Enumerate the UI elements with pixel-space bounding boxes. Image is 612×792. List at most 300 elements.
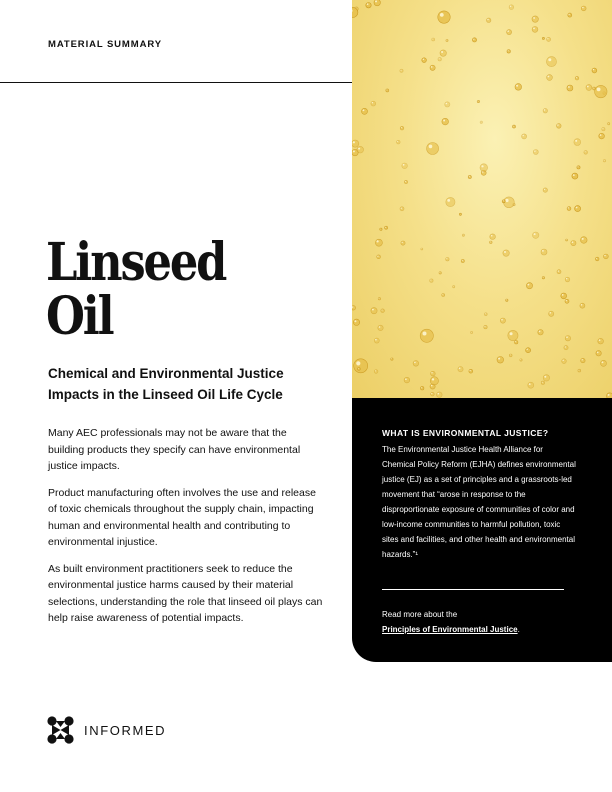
bubble (453, 286, 455, 288)
bubble (490, 234, 496, 240)
ej-callout-box (352, 398, 612, 662)
bubble-highlight (576, 77, 577, 78)
bubble (404, 377, 410, 383)
body-copy (48, 425, 323, 637)
bubble-highlight (582, 7, 583, 8)
bubble-highlight (375, 339, 377, 341)
bubble-highlight (510, 355, 511, 356)
bubble (490, 241, 493, 244)
bubble-highlight (523, 135, 524, 136)
bubble-highlight (587, 86, 589, 88)
bubble (461, 259, 464, 262)
bubble-highlight (569, 14, 570, 15)
ej-link-line (382, 622, 520, 637)
bubble (400, 69, 403, 72)
bubble-highlight (354, 320, 356, 322)
bubble (608, 123, 610, 125)
bubble-highlight (431, 66, 433, 68)
bubble-highlight (386, 90, 387, 91)
bubble (541, 381, 544, 384)
bubble (503, 250, 509, 256)
bubble-highlight (566, 239, 567, 240)
bubble (526, 348, 531, 353)
principles-link[interactable]: Principles of Environmental Justice (382, 625, 518, 634)
bubble-highlight (405, 181, 406, 182)
bubble (557, 124, 562, 129)
link-suffix: . (517, 625, 520, 634)
bubble (513, 125, 516, 128)
bubble (427, 143, 439, 155)
bubble (430, 65, 435, 70)
bubble (506, 299, 508, 301)
bubble (500, 318, 505, 323)
bubble (507, 30, 512, 35)
bubble (430, 377, 438, 385)
bubble (397, 140, 401, 144)
bubble (580, 303, 585, 308)
bubble (437, 392, 443, 398)
bubble (386, 89, 389, 92)
bubble-highlight (510, 6, 511, 7)
bubble-highlight (498, 358, 500, 360)
bubble (420, 329, 433, 342)
bubble-highlight (439, 58, 440, 59)
bubble-highlight (527, 349, 528, 350)
bubble (432, 38, 435, 41)
bubble (402, 163, 408, 169)
bubble (542, 277, 544, 279)
bubble-highlight (459, 368, 461, 370)
body-paragraph: Many AEC professionals may not be aware that the building products they specify can have environmental justice impacts. (48, 427, 301, 472)
bubble-highlight (382, 310, 383, 311)
bubble (593, 87, 596, 90)
bubble (598, 338, 604, 344)
bubble-highlight (566, 278, 567, 279)
bubble (472, 38, 476, 42)
bubble (507, 50, 510, 53)
bubble-highlight (469, 176, 470, 177)
bubble-highlight (375, 0, 377, 2)
bubble (469, 369, 473, 373)
bubble (595, 85, 607, 97)
bubble-highlight (510, 332, 513, 335)
bubble (584, 151, 588, 155)
bubble (430, 279, 433, 282)
bubble (565, 336, 570, 341)
bubble-highlight (471, 332, 472, 333)
bubble (547, 75, 553, 81)
bubble (468, 175, 471, 178)
bubble (542, 37, 544, 39)
bubble-highlight (504, 251, 506, 253)
bubble (413, 361, 419, 367)
ej-heading: WHAT IS ENVIRONMENTAL JUSTICE? (382, 428, 549, 438)
bubble-highlight (401, 208, 402, 209)
bubble (358, 368, 361, 371)
bubble-highlight (423, 332, 427, 336)
bubble (565, 299, 569, 303)
bubble-highlight (442, 294, 443, 295)
bubble-highlight (572, 241, 574, 243)
bubble-highlight (446, 40, 447, 41)
bubble-highlight (562, 294, 564, 296)
bubble (421, 387, 424, 390)
bubble-highlight (600, 134, 602, 136)
bubble-highlight (506, 299, 507, 300)
bubble-highlight (528, 284, 530, 286)
bubble (564, 346, 568, 350)
bubble (592, 68, 597, 73)
bubble (562, 359, 567, 364)
bubble (440, 50, 446, 56)
bubble-highlight (485, 313, 486, 314)
bubble-highlight (566, 300, 567, 301)
bubble (374, 0, 380, 6)
bubble-highlight (542, 250, 544, 252)
body-paragraph: Product manufacturing often involves the use and release of toxic chemicals throughout the supply chain, impacting human and environmental health and contributing to environmental injustice. (48, 486, 316, 548)
bubble-highlight (544, 109, 545, 110)
bubble (557, 270, 561, 274)
bubble (578, 369, 581, 372)
bubble-highlight (543, 277, 544, 278)
bubble (567, 85, 573, 91)
bubble (446, 197, 455, 206)
bubble (477, 100, 479, 102)
bubble-highlight (503, 200, 504, 201)
bubble (561, 293, 567, 299)
title-line-1: Linseed (46, 232, 226, 293)
bubble-highlight (478, 101, 479, 102)
bubble-highlight (484, 326, 485, 327)
bubble-highlight (460, 214, 461, 215)
bubble (595, 257, 599, 261)
bubble-highlight (515, 341, 516, 342)
bubble-highlight (576, 207, 578, 209)
bubble-highlight (608, 394, 610, 396)
bubble-highlight (446, 103, 448, 105)
bubble (484, 313, 487, 316)
bubble (601, 360, 607, 366)
bubble-highlight (543, 38, 544, 39)
top-rule (0, 82, 352, 83)
bubble-highlight (372, 102, 373, 103)
bubble (581, 6, 586, 11)
bubble-highlight (507, 30, 509, 32)
bubble (366, 2, 371, 7)
bubble-highlight (353, 150, 355, 152)
bubble-highlight (432, 378, 434, 380)
bubble (459, 213, 461, 215)
bubble-highlight (575, 140, 577, 142)
bubble (422, 58, 427, 63)
bubble-highlight (593, 88, 594, 89)
bubble-highlight (596, 258, 597, 259)
bubble-highlight (431, 393, 432, 394)
bubble-highlight (593, 69, 594, 70)
oil-bubbles-photo (352, 0, 612, 398)
bubble (538, 330, 543, 335)
bubble (528, 382, 534, 388)
bubble (581, 237, 588, 244)
bubble (575, 76, 579, 80)
bubble (502, 200, 505, 203)
bubble-highlight (481, 165, 483, 167)
bubble-highlight (470, 370, 471, 371)
bubble (445, 102, 450, 107)
ej-read-more: Read more about the (382, 610, 458, 619)
bubble (547, 37, 551, 41)
bubble-highlight (491, 235, 493, 237)
bubble (353, 319, 359, 325)
bubble-highlight (441, 51, 443, 53)
bubble-highlight (604, 255, 605, 256)
bubble-highlight (379, 298, 380, 299)
bubble-highlight (372, 309, 374, 311)
bubble-highlight (544, 376, 546, 378)
bubble (446, 258, 449, 261)
bubble (374, 338, 379, 343)
ej-divider (382, 589, 564, 590)
bubble-highlight (429, 145, 433, 149)
bubble (568, 13, 572, 17)
bubble (575, 206, 581, 212)
bubble-highlight (431, 372, 432, 373)
bubble (385, 226, 388, 229)
bubble-highlight (358, 148, 360, 150)
bubble-highlight (547, 38, 548, 39)
bubble (471, 331, 473, 333)
bubble-highlight (544, 189, 545, 190)
bubble (543, 375, 549, 381)
bubble-highlight (440, 13, 444, 17)
bubble-highlight (391, 358, 392, 359)
bubble (487, 18, 491, 22)
bubble-highlight (578, 370, 579, 371)
bubble (509, 5, 514, 10)
bubble-highlight (529, 383, 531, 385)
bubble-highlight (380, 229, 381, 230)
bubble-highlight (558, 271, 559, 272)
bubble (566, 239, 568, 241)
bubble-highlight (401, 127, 402, 128)
bubble-highlight (443, 120, 445, 122)
bubble (446, 39, 448, 41)
bubble (532, 16, 538, 22)
bubble-highlight (534, 233, 536, 235)
bubble (442, 294, 445, 297)
bubble-highlight (539, 331, 541, 333)
bubble (371, 308, 377, 314)
bubble-highlight (402, 242, 403, 243)
bubble (431, 371, 436, 376)
bubble (586, 85, 592, 91)
bubble-highlight (473, 39, 474, 40)
bubble (603, 160, 605, 162)
bubble-highlight (533, 17, 535, 19)
bubble-highlight (568, 207, 569, 208)
bubble (604, 254, 609, 259)
bubble-highlight (550, 312, 552, 314)
bubble (522, 134, 527, 139)
bubble (515, 84, 522, 91)
bubble (602, 128, 605, 131)
bubble (400, 207, 404, 211)
bubble-highlight (463, 235, 464, 236)
bubble-highlight (438, 393, 440, 395)
bubble (541, 249, 547, 255)
bubble (581, 358, 585, 362)
bubble-highlight (453, 286, 454, 287)
bubble (565, 277, 570, 282)
bubble-highlight (462, 260, 463, 261)
bubbles-image (352, 0, 612, 398)
bubble (572, 173, 578, 179)
bubble (497, 357, 504, 364)
informed-logo-icon (47, 716, 74, 744)
bubble-highlight (423, 59, 424, 60)
bubble (439, 272, 441, 274)
bubble-highlight (439, 272, 440, 273)
bubble (596, 351, 601, 356)
bubble-highlight (375, 370, 376, 371)
bubble-highlight (581, 304, 583, 306)
bubble (532, 27, 538, 33)
bubble-highlight (430, 280, 431, 281)
bubble-highlight (377, 256, 378, 257)
subtitle: Chemical and Environmental Justice Impacts in the Linseed Oil Life Cycle (48, 366, 284, 402)
bubble (480, 121, 482, 123)
bubble (567, 207, 571, 211)
bubble-highlight (566, 336, 568, 338)
bubble-highlight (608, 123, 609, 124)
bubble-highlight (585, 151, 586, 152)
bubble (438, 11, 450, 23)
bubble-highlight (548, 58, 551, 61)
bubble-highlight (432, 39, 433, 40)
title-line-2: Oil (46, 286, 113, 347)
bubble-highlight (501, 319, 503, 321)
bubble (352, 140, 359, 147)
bubble (381, 309, 385, 313)
bubble-highlight (597, 88, 601, 92)
page-title (46, 232, 226, 347)
bubble (599, 133, 605, 139)
bubble-highlight (568, 86, 570, 88)
bubble-highlight (602, 128, 603, 129)
bubble-highlight (602, 361, 604, 363)
bubble (509, 354, 512, 357)
bubble-highlight (582, 359, 583, 360)
bubble-highlight (421, 387, 422, 388)
bubble (480, 164, 488, 172)
bubble (458, 367, 463, 372)
bubble-highlight (367, 3, 369, 5)
bubble-highlight (582, 238, 584, 240)
bubble-highlight (405, 378, 407, 380)
bubble (547, 57, 557, 67)
bubble-highlight (534, 151, 535, 152)
bubble (438, 58, 441, 61)
bubble (520, 359, 522, 361)
bubble (515, 341, 518, 344)
bubble-highlight (604, 160, 605, 161)
bubble (354, 359, 368, 373)
bubble (543, 109, 547, 113)
bubble-highlight (446, 258, 447, 259)
bubble-highlight (358, 368, 359, 369)
bubble (357, 146, 364, 153)
bubble-highlight (353, 141, 355, 143)
bubble-highlight (490, 242, 491, 243)
bubble-highlight (597, 352, 599, 354)
bubble (533, 232, 539, 238)
bubble (526, 283, 532, 289)
bubble-highlight (577, 166, 578, 167)
bubble (574, 139, 581, 146)
bubble-highlight (447, 199, 450, 202)
bubble (375, 239, 382, 246)
bubble-highlight (505, 199, 508, 202)
bubble-highlight (377, 240, 379, 242)
bubble (391, 358, 393, 360)
bubble (421, 248, 423, 250)
bubble-highlight (557, 124, 558, 125)
bubble-highlight (421, 248, 422, 249)
bubble-highlight (542, 382, 543, 383)
bubble (442, 118, 449, 125)
bubble-highlight (431, 385, 433, 387)
bubble-highlight (513, 126, 514, 127)
bubble (404, 180, 407, 183)
bubble (352, 306, 356, 310)
bubble-highlight (599, 339, 601, 341)
bubble (533, 150, 538, 155)
bubble-highlight (508, 50, 509, 51)
bubble (371, 101, 376, 106)
bubble-highlight (487, 19, 488, 20)
brand-name: INFORMED (84, 723, 167, 738)
bubble-highlight (363, 109, 365, 111)
bubble (549, 311, 554, 316)
bubble (401, 241, 405, 245)
bubble (380, 228, 382, 230)
bubble (378, 298, 380, 300)
bubble (362, 108, 368, 114)
bubble (508, 330, 518, 340)
eyebrow-label: MATERIAL SUMMARY (48, 39, 162, 50)
bubble-highlight (414, 362, 416, 364)
bubble-highlight (516, 85, 518, 87)
bubble-highlight (481, 122, 482, 123)
bubble (571, 241, 576, 246)
bubble-highlight (401, 70, 402, 71)
bubble (400, 126, 404, 130)
bubble-highlight (403, 164, 405, 166)
bubble (543, 188, 547, 192)
ej-text: The Environmental Justice Health Alliance for Chemical Policy Reform (EJHA) defines environmental justice (EJ) as a set of principles and a grassroots-led movement that “arose in response to the disproportionate exposure of communities of color and low-income communities to harmful pollution, toxic sites and facilities, and other health and environmental hazards.”¹ (382, 445, 576, 559)
bubble (431, 392, 435, 396)
bubble (378, 325, 383, 330)
bubble-highlight (356, 361, 360, 365)
bubble-highlight (520, 359, 521, 360)
bubble (484, 325, 487, 328)
bubble (577, 166, 580, 169)
bubble-highlight (385, 227, 386, 228)
bubble (462, 234, 464, 236)
bubble-highlight (397, 141, 398, 142)
bubble-highlight (565, 346, 566, 347)
bubble-highlight (548, 76, 550, 78)
